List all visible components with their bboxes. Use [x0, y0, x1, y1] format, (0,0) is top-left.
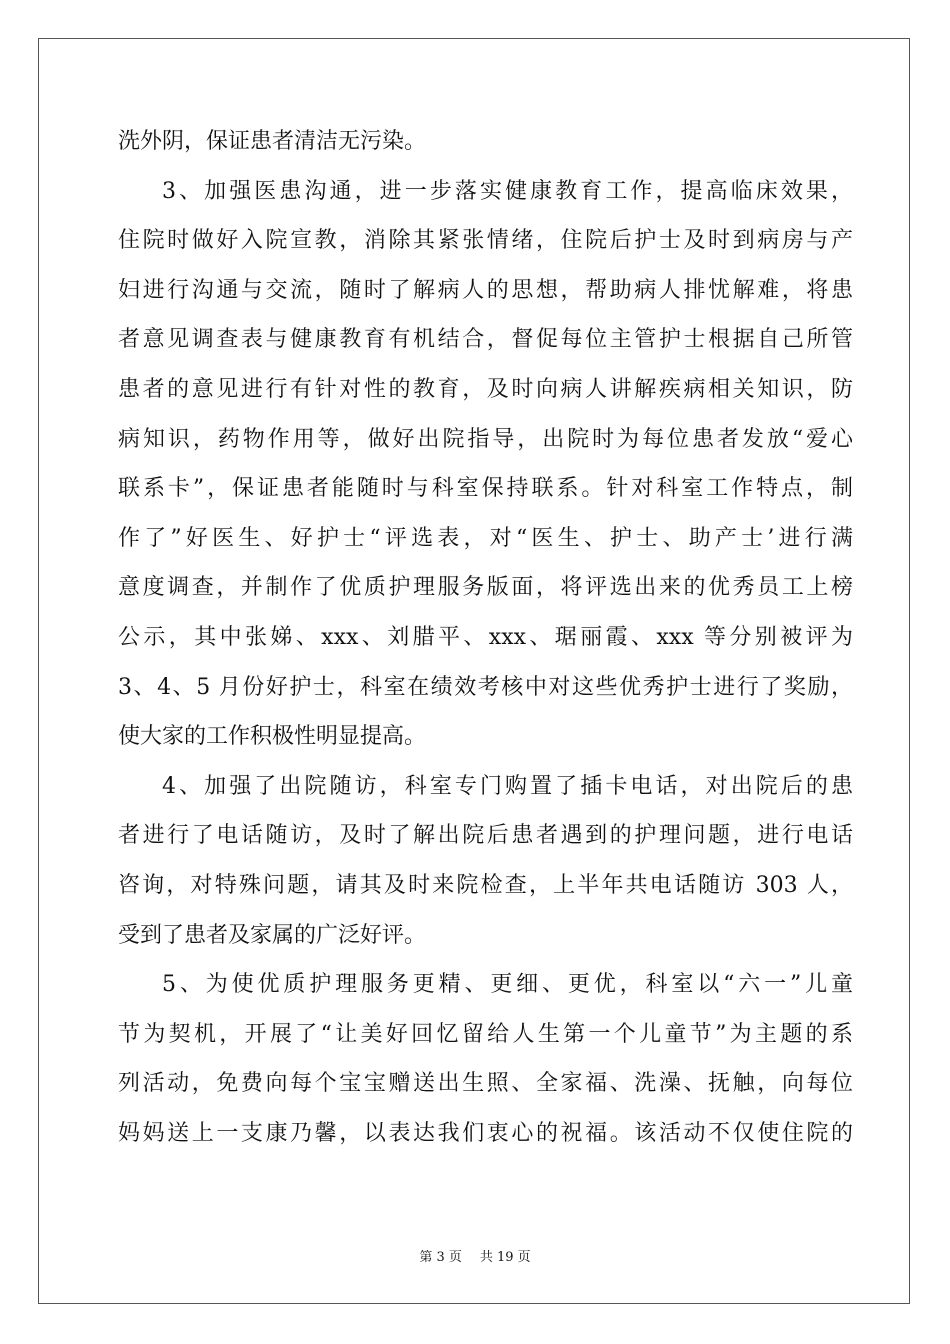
text-line: 咨询，对特殊问题，请其及时来院检查，上半年共电话随访 303 人， [118, 872, 853, 898]
text-line: 5、为使优质护理服务更精、更细、更优，科室以“六一”儿童 [162, 972, 853, 998]
text-line: 3、加强医患沟通，进一步落实健康教育工作，提高临床效果， [162, 178, 853, 204]
text-line: 患者的意见进行有针对性的教育，及时向病人讲解疾病相关知识，防 [118, 376, 853, 402]
text-line: 妇进行沟通与交流，随时了解病人的思想，帮助病人排忧解难，将患 [118, 277, 853, 303]
text-line: 节为契机，开展了“让美好回忆留给人生第一个儿童节”为主题的系 [118, 1021, 853, 1047]
text-line: 妈妈送上一支康乃馨，以表达我们衷心的祝福。该活动不仅使住院的 [118, 1120, 853, 1146]
text-line: 洗外阴，保证患者清洁无污染。 [118, 129, 427, 154]
text-line: 3、4、5 月份好护士，科室在绩效考核中对这些优秀护士进行了奖励， [118, 674, 853, 700]
text-line: 受到了患者及家属的广泛好评。 [118, 922, 427, 948]
text-line: 使大家的工作积极性明显提高。 [118, 724, 427, 750]
text-line: 4、加强了出院随访，科室专门购置了插卡电话，对出院后的患 [162, 773, 853, 799]
text-line: 公示，其中张娣、xxx、刘腊平、xxx、琚丽霞、xxx 等分别被评为 [118, 624, 853, 650]
text-line: 病知识，药物作用等，做好出院指导，出院时为每位患者发放“爱心 [118, 426, 853, 452]
page-number: 第 3 页 [419, 1250, 462, 1265]
text-line: 联系卡”，保证患者能随时与科室保持联系。针对科室工作特点，制 [118, 476, 853, 502]
text-line: 者意见调查表与健康教育有机结合，督促每位主管护士根据自己所管 [118, 327, 853, 353]
text-line: 住院时做好入院宣教，消除其紧张情绪，住院后护士及时到病房与产 [118, 228, 853, 254]
text-line: 列活动，免费向每个宝宝赠送出生照、全家福、洗澡、抚触，向每位 [118, 1071, 853, 1097]
text-line: 作了”好医生、好护士“评选表，对“医生、护士、助产士’进行满 [118, 525, 853, 551]
document-body [118, 127, 853, 1168]
text-line: 者进行了电话随访，及时了解出院后患者遇到的护理问题，进行电话 [118, 823, 853, 849]
page-total: 共 19 页 [479, 1250, 531, 1265]
page-footer [0, 1246, 950, 1265]
text-line: 意度调查，并制作了优质护理服务版面，将评选出来的优秀员工上榜 [118, 575, 853, 601]
